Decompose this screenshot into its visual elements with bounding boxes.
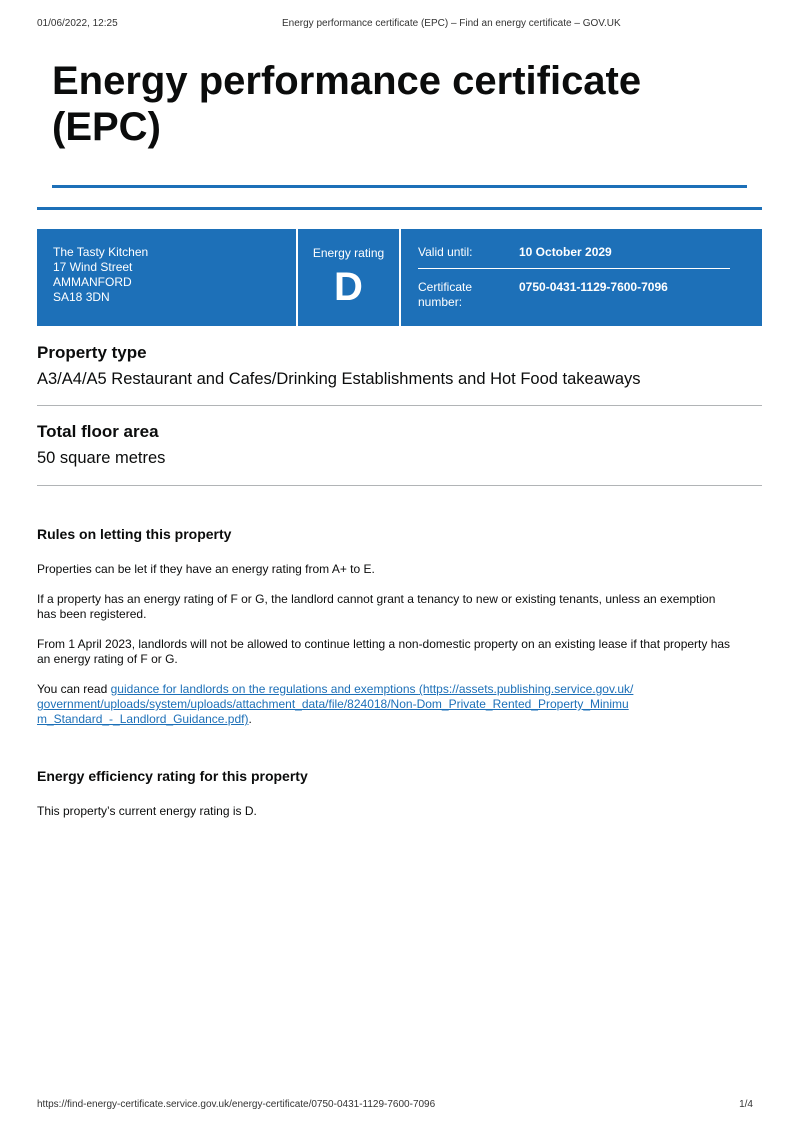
banner-inner-rule xyxy=(418,268,730,269)
print-datetime: 01/06/2022, 12:25 xyxy=(37,18,118,29)
page-title-line1: Energy performance certificate xyxy=(52,59,642,103)
energy-rating-box xyxy=(297,229,400,326)
banner-divider xyxy=(399,229,401,326)
section-divider xyxy=(37,485,762,486)
address-line: AMMANFORD xyxy=(53,275,132,289)
certificate-number-label: Certificate number: xyxy=(418,280,473,309)
property-type-heading: Property type xyxy=(37,343,147,362)
page-title xyxy=(52,58,752,150)
floor-area-heading: Total floor area xyxy=(37,422,159,441)
energy-rating-letter: D xyxy=(334,265,363,309)
epc-summary-banner xyxy=(37,229,762,326)
section-divider xyxy=(37,405,762,406)
title-divider xyxy=(52,185,747,188)
print-footer-url: https://find-energy-certificate.service.gov.uk/energy-certificate/0750-0431-1129-7600-7096 xyxy=(37,1099,436,1110)
address-line: The Tasty Kitchen xyxy=(53,245,149,259)
energy-rating-label: Energy rating xyxy=(312,246,385,260)
letting-rule-paragraph: From 1 April 2023, landlords will not be allowed to continue letting a non-domestic property on an existing lease if that property has an energy rating of F or G. xyxy=(37,637,731,666)
letting-rules-heading: Rules on letting this property xyxy=(37,526,232,542)
property-type-value: A3/A4/A5 Restaurant and Cafes/Drinking Establishments and Hot Food takeaways xyxy=(37,370,641,388)
guidance-link-text: guidance for landlords on the regulations and exemptions xyxy=(110,682,416,696)
guidance-prefix: You can read xyxy=(37,682,111,696)
valid-until-label: Valid until: xyxy=(418,245,473,259)
valid-until-value: 10 October 2029 xyxy=(519,245,612,259)
address-line: 17 Wind Street xyxy=(53,260,133,274)
floor-area-value: 50 square metres xyxy=(37,449,166,467)
guidance-link[interactable] xyxy=(37,682,633,726)
print-page-number: 1/4 xyxy=(739,1099,753,1110)
letting-rule-paragraph: If a property has an energy rating of F or G, the landlord cannot grant a tenancy to new or existing tenants, unless an exemption has been registered. xyxy=(37,592,716,621)
page-title-line2: (EPC) xyxy=(52,105,161,149)
property-address xyxy=(53,245,148,305)
header-divider xyxy=(37,207,762,210)
certificate-number-value: 0750-0431-1129-7600-7096 xyxy=(519,280,668,294)
letting-rule-paragraph: Properties can be let if they have an energy rating from A+ to E. xyxy=(37,562,375,576)
guidance-paragraph xyxy=(37,682,637,727)
efficiency-rating-heading: Energy efficiency rating for this property xyxy=(37,768,308,784)
address-line: SA18 3DN xyxy=(53,290,110,304)
guidance-link-url: (https://assets.publishing.service.gov.uk/government/uploads/system/uploads/attachment_data/file/824018/Non-Dom_Private_Rented_Property_Minimum_Standard_-_Landlord_Guidance.pdf) xyxy=(37,682,634,726)
efficiency-rating-text: This property’s current energy rating is D. xyxy=(37,804,257,818)
guidance-suffix: . xyxy=(248,712,252,726)
print-document-title: Energy performance certificate (EPC) – Find an energy certificate – GOV.UK xyxy=(282,18,621,29)
